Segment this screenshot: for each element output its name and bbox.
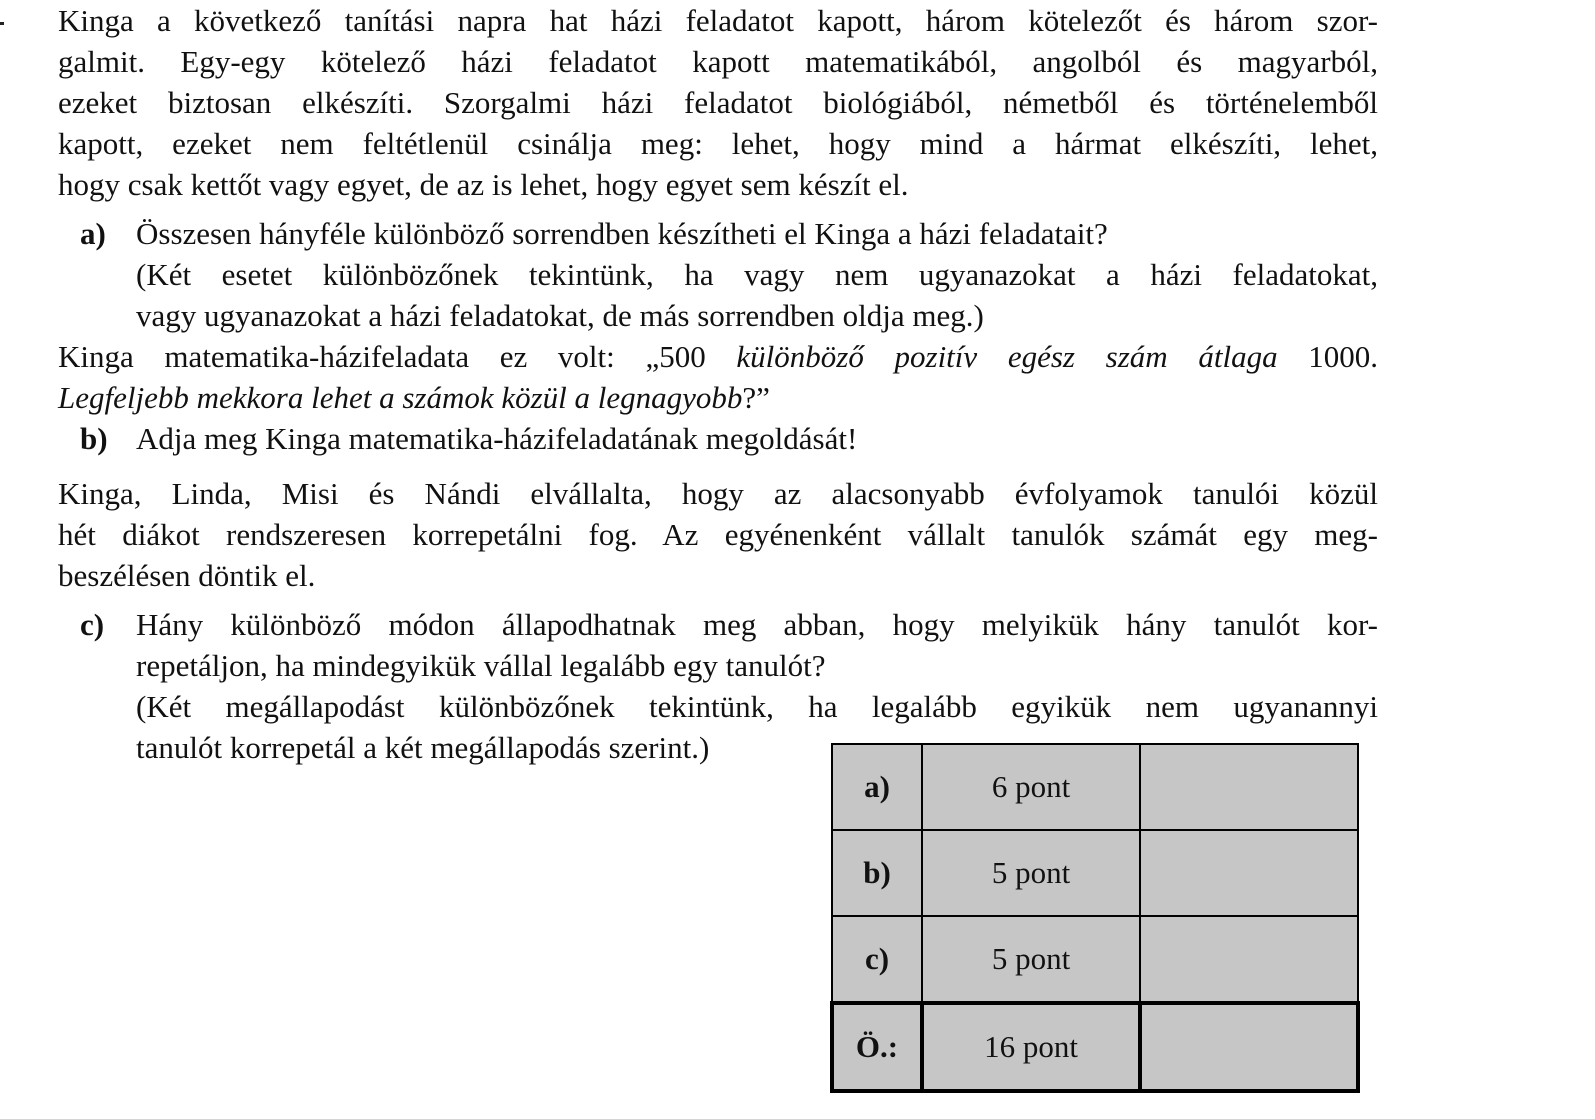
text-run: ?” [742,380,770,415]
score-points: 16 pont [922,1003,1140,1091]
score-row [832,916,1358,1003]
question-a [58,213,1378,336]
text-line: (Két esetet különbözőnek tekintünk, ha vagy nem ugyanazokat a házi feladatokat, [136,257,1378,292]
question-label: c) [80,607,105,642]
text-run: Kinga matematika-házifeladata ez volt: „500 [58,339,737,374]
score-row [832,830,1358,916]
text-line: beszélésen döntik el. [58,558,316,593]
score-part: b) [832,830,922,916]
italic-run: különböző pozitív egész szám átlaga [736,339,1278,374]
question-b [58,418,1378,459]
text-line: Adja meg Kinga matematika-házifeladatának megoldását! [136,421,858,456]
exam-task [58,0,1378,768]
text-line [58,377,1378,418]
question-label: b) [80,421,108,456]
page-edge-mark [0,22,4,25]
text-line: galmit. Egy-egy kötelező házi feladatot kapott matematikából, angolból és magyarból, [58,44,1378,79]
score-earned-cell[interactable] [1140,744,1358,830]
score-points: 6 pont [922,744,1140,830]
text-run: 1000. [1277,339,1378,374]
score-part: c) [832,916,922,1003]
text-line: Összesen hányféle különböző sorrendben készítheti el Kinga a házi feladatait? [136,216,1108,251]
score-earned-cell[interactable] [1140,916,1358,1003]
text-line: hogy csak kettőt vagy egyet, de az is lehet, hogy egyet sem készít el. [58,167,909,202]
text-line: (Két megállapodást különbözőnek tekintünk, ha legalább egyikük nem ugyanannyi [136,689,1378,724]
text-line: hét diákot rendszeresen korrepetálni fog. Az egyénenként vállalt tanulók számát egy meg- [58,517,1378,552]
score-part: Ö.: [832,1003,922,1091]
tutoring-paragraph [58,473,1378,596]
score-table [830,743,1360,1093]
text-line: vagy ugyanazokat a házi feladatokat, de más sorrendben oldja meg.) [136,298,984,333]
score-points: 5 pont [922,916,1140,1003]
question-label: a) [80,216,106,251]
intro-paragraph [58,0,1378,205]
score-row [832,744,1358,830]
text-line: kapott, ezeket nem feltétlenül csinálja meg: lehet, hogy mind a hármat elkészíti, lehet, [58,126,1378,161]
score-earned-cell[interactable] [1140,1003,1358,1091]
math-homework-paragraph [58,336,1378,418]
text-line: ezeket biztosan elkészíti. Szorgalmi házi feladatot biológiából, németből és történelemből [58,85,1378,120]
text-line: Hány különböző módon állapodhatnak meg abban, hogy melyikük hány tanulót kor- [136,607,1378,642]
text-line: Kinga, Linda, Misi és Nándi elvállalta, hogy az alacsonyabb évfolyamok tanulói közül [58,476,1378,511]
text-line: repetáljon, ha mindegyikük vállal legalább egy tanulót? [136,648,826,683]
score-earned-cell[interactable] [1140,830,1358,916]
text-line: Kinga a következő tanítási napra hat házi feladatot kapott, három kötelezőt és három szor- [58,3,1378,38]
score-points: 5 pont [922,830,1140,916]
score-total-row [832,1003,1358,1091]
score-part: a) [832,744,922,830]
italic-run: Legfeljebb mekkora lehet a számok közül a legnagyobb [58,380,743,415]
text-line [58,336,1378,377]
text-line: tanulót korrepetál a két megállapodás szerint.) [136,730,710,765]
